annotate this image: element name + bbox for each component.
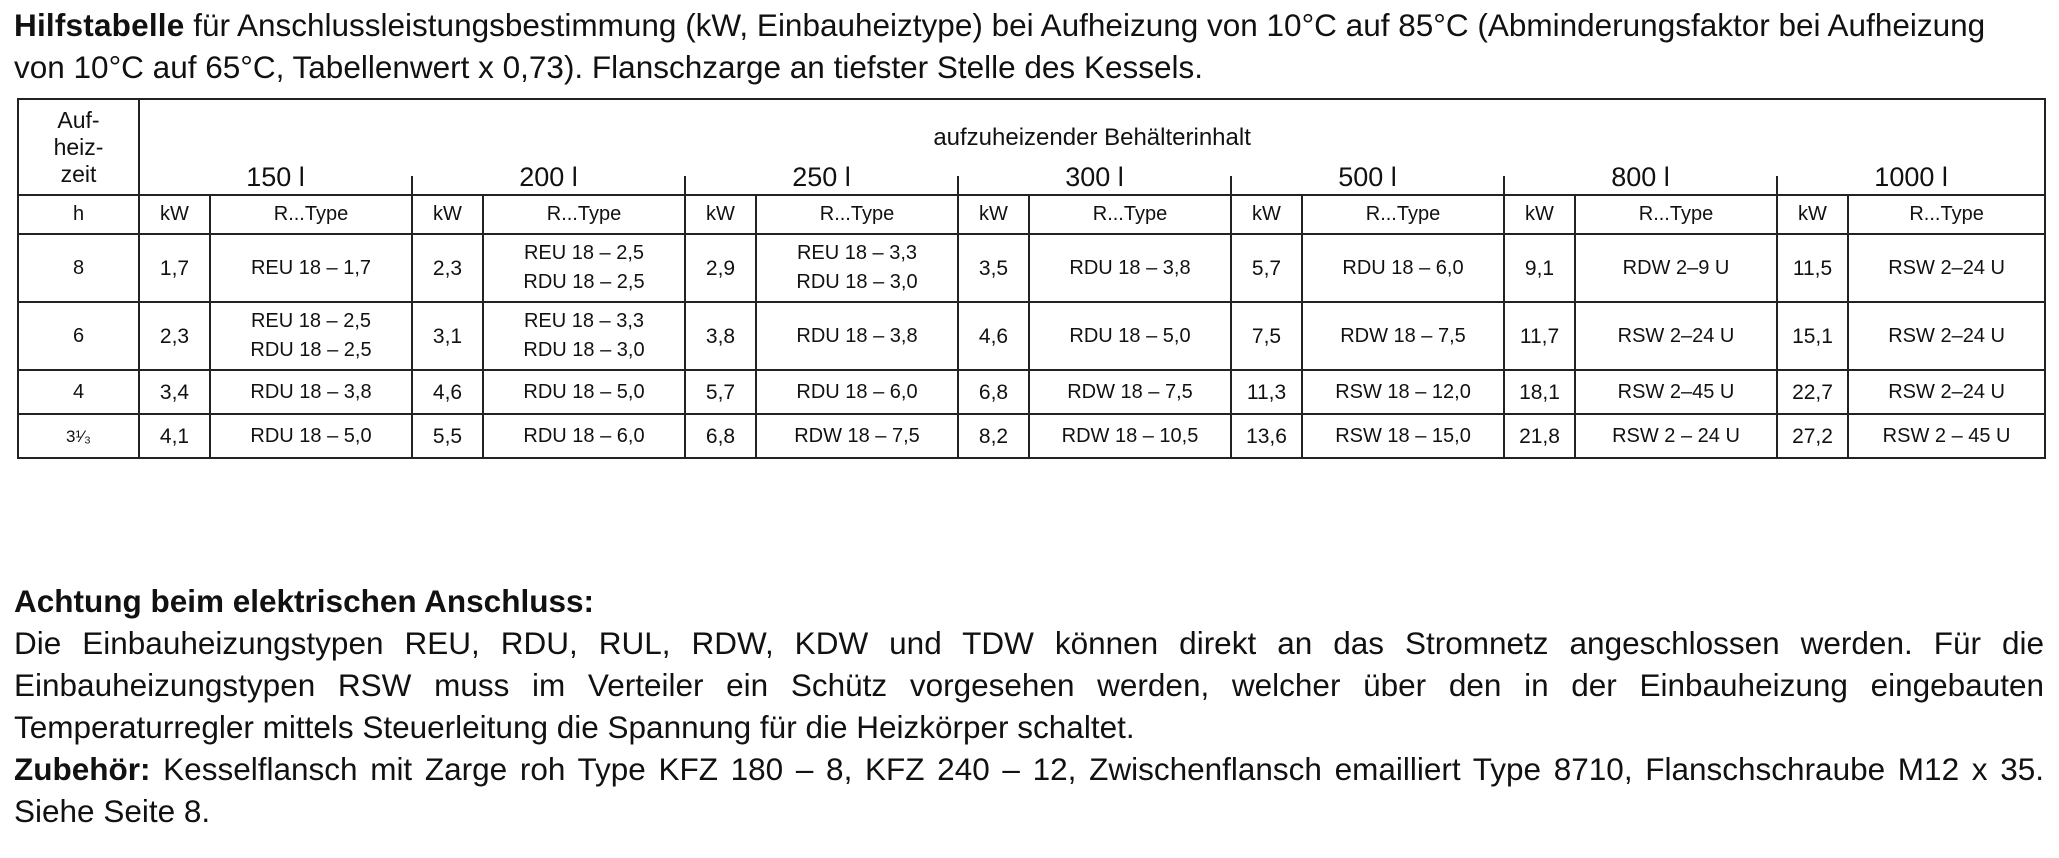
type-value: RDU 18 – 3,8: [1069, 256, 1191, 279]
unit-type: R...Type: [1029, 195, 1231, 234]
zubehoer-paragraph: [14, 748, 2044, 832]
kw-value: 15,1: [1777, 302, 1848, 370]
kw-value: 3,1: [412, 302, 483, 370]
type-value: RDU 18 – 5,0: [1069, 324, 1191, 347]
corner-header-line: Auf-: [57, 106, 100, 133]
type-cell: [1302, 234, 1504, 302]
type-cell: [1575, 234, 1777, 302]
kw-value: 9,1: [1504, 234, 1575, 302]
unit-kw: kW: [412, 195, 483, 234]
type-value: RSW 2–24 U: [1617, 324, 1735, 347]
kw-value: 22,7: [1777, 370, 1848, 414]
unit-type: R...Type: [1848, 195, 2045, 234]
type-value: RDU 18 – 2,5: [250, 339, 372, 361]
volume-header: 250 l: [685, 154, 958, 195]
type-value: RSW 2 – 45 U: [1882, 424, 2011, 447]
type-value: RDW 2–9 U: [1622, 256, 1730, 279]
notes-section: [14, 580, 2044, 838]
kw-value: 6,8: [685, 414, 756, 458]
kw-value: 5,5: [412, 414, 483, 458]
type-cell: [210, 414, 412, 458]
type-cell: [1302, 370, 1504, 414]
kw-value: 21,8: [1504, 414, 1575, 458]
kw-value: 2,9: [685, 234, 756, 302]
type-value: RSW 2–24 U: [1888, 256, 2005, 279]
volume-header: 800 l: [1504, 154, 1777, 195]
type-cell: [756, 370, 958, 414]
unit-type: R...Type: [1302, 195, 1504, 234]
kw-value: 11,3: [1231, 370, 1302, 414]
type-cell: [210, 234, 412, 302]
type-value: RDW 18 – 7,5: [794, 424, 920, 447]
type-value: REU 18 – 3,3: [523, 310, 645, 332]
type-cell: [1575, 302, 1777, 370]
volume-header: 300 l: [958, 154, 1231, 195]
type-value: RDU 18 – 3,0: [796, 271, 918, 293]
type-cell: [1302, 414, 1504, 458]
type-value: REU 18 – 3,3: [796, 242, 918, 264]
type-cell: [1302, 302, 1504, 370]
unit-type: R...Type: [1575, 195, 1777, 234]
row-time: 8: [18, 234, 139, 302]
type-value: RDU 18 – 6,0: [1342, 256, 1464, 279]
type-value: RSW 2–45 U: [1617, 380, 1735, 403]
type-cell: [483, 234, 685, 302]
kw-value: 3,8: [685, 302, 756, 370]
kw-value: 5,7: [1231, 234, 1302, 302]
table-row: [18, 370, 2045, 414]
type-cell: [483, 370, 685, 414]
type-cell: [1575, 414, 1777, 458]
type-cell: [1029, 370, 1231, 414]
type-cell: [1848, 234, 2045, 302]
kw-value: 4,1: [139, 414, 210, 458]
type-cell: [756, 414, 958, 458]
type-value: RDU 18 – 2,5: [523, 271, 645, 293]
kw-value: 18,1: [1504, 370, 1575, 414]
unit-kw: kW: [958, 195, 1029, 234]
volume-divider-tick: [1776, 176, 1778, 194]
unit-type: R...Type: [210, 195, 412, 234]
table-row: [18, 414, 2045, 458]
type-value: RSW 18 – 12,0: [1335, 380, 1471, 403]
kw-value: 3,4: [139, 370, 210, 414]
kw-value: 3,5: [958, 234, 1029, 302]
type-value: RSW 2 – 24 U: [1612, 424, 1740, 447]
kw-value: 13,6: [1231, 414, 1302, 458]
kw-value: 2,3: [412, 234, 483, 302]
type-value: RDU 18 – 6,0: [796, 380, 918, 403]
type-value: RDU 18 – 3,8: [796, 324, 918, 347]
achtung-text: Die Einbauheizungstypen REU, RDU, RUL, RDW, KDW und TDW können direkt an das Stromnetz angeschlossen werden. Für die Einbauheizungstypen RSW muss im Verteiler ein Schütz vorgesehen werden, welcher über den in der Einbauheizung eingebauten Temperaturregler mittels Steuerleitung die Spannung für die Heizkörper schaltet.: [14, 625, 2044, 745]
type-value: RSW 2–24 U: [1888, 380, 2005, 403]
type-cell: [210, 370, 412, 414]
corner-header: [18, 99, 139, 195]
kw-value: 5,7: [685, 370, 756, 414]
type-cell: [1029, 302, 1231, 370]
type-value: RDW 18 – 7,5: [1340, 324, 1466, 347]
corner-header-line: heiz-: [53, 133, 104, 160]
unit-type: R...Type: [756, 195, 958, 234]
intro-text: für Anschlussleistungsbestimmung (kW, Einbauheiztype) bei Aufheizung von 10°C auf 85°C (Abminderungsfaktor bei Aufheizung von 10°C auf 65°C, Tabellenwert x 0,73). Flanschzarge an tiefster Stelle des Kessels.: [14, 7, 1986, 85]
volume-header: 150 l: [139, 154, 412, 195]
zubehoer-text: Kesselflansch mit Zarge roh Type KFZ 180 – 8, KFZ 240 – 12, Zwischenflansch emailliert Type 8710, Flanschschraube M12 x 35. Siehe Seite 8.: [14, 751, 2044, 829]
unit-kw: kW: [1504, 195, 1575, 234]
volume-header: 1000 l: [1777, 154, 2045, 195]
volume-divider-tick: [1503, 176, 1505, 194]
volume-divider-tick: [411, 176, 413, 194]
type-value: RDW 18 – 10,5: [1061, 424, 1199, 447]
type-value: REU 18 – 2,5: [523, 242, 645, 264]
unit-kw: kW: [1231, 195, 1302, 234]
unit-type: R...Type: [483, 195, 685, 234]
type-cell: [1029, 414, 1231, 458]
kw-value: 6,8: [958, 370, 1029, 414]
kw-value: 11,7: [1504, 302, 1575, 370]
intro-title: Hilfstabelle: [14, 7, 185, 43]
volume-header: 500 l: [1231, 154, 1504, 195]
row-time: 4: [18, 370, 139, 414]
zubehoer-heading: Zubehör:: [14, 751, 151, 787]
volume-divider-tick: [684, 176, 686, 194]
type-cell: [1848, 414, 2045, 458]
intro-paragraph: [14, 4, 2044, 88]
unit-kw: kW: [139, 195, 210, 234]
type-cell: [483, 302, 685, 370]
type-cell: [1575, 370, 1777, 414]
type-value: REU 18 – 1,7: [250, 256, 372, 279]
type-value: RDU 18 – 3,8: [250, 380, 372, 403]
type-value: RDU 18 – 3,0: [523, 339, 645, 361]
kw-value: 1,7: [139, 234, 210, 302]
table-row: [18, 302, 2045, 370]
type-cell: [1848, 370, 2045, 414]
volume-divider-tick: [1230, 176, 1232, 194]
type-cell: [756, 234, 958, 302]
kw-value: 7,5: [1231, 302, 1302, 370]
row-time: 3¹⁄₃: [18, 414, 139, 458]
volume-header: 200 l: [412, 154, 685, 195]
unit-kw: kW: [1777, 195, 1848, 234]
volume-span-header: aufzuheizender Behälterinhalt: [139, 99, 2045, 154]
type-cell: [483, 414, 685, 458]
type-cell: [210, 302, 412, 370]
table-row: [18, 234, 2045, 302]
type-value: RDU 18 – 6,0: [523, 424, 645, 447]
type-cell: [1029, 234, 1231, 302]
kw-value: 11,5: [1777, 234, 1848, 302]
corner-header-line: zeit: [60, 160, 97, 187]
type-cell: [1848, 302, 2045, 370]
type-value: REU 18 – 2,5: [250, 310, 372, 332]
heating-table: [17, 98, 2046, 459]
kw-value: 8,2: [958, 414, 1029, 458]
kw-value: 4,6: [412, 370, 483, 414]
row-time: 6: [18, 302, 139, 370]
unit-kw: kW: [685, 195, 756, 234]
type-value: RSW 18 – 15,0: [1335, 424, 1471, 447]
type-value: RDU 18 – 5,0: [523, 380, 645, 403]
type-value: RSW 2–24 U: [1888, 324, 2005, 347]
kw-value: 2,3: [139, 302, 210, 370]
type-cell: [756, 302, 958, 370]
type-value: RDW 18 – 7,5: [1067, 380, 1193, 403]
unit-time: h: [18, 195, 139, 234]
achtung-heading: Achtung beim elektrischen Anschluss:: [14, 583, 594, 619]
kw-value: 27,2: [1777, 414, 1848, 458]
type-value: RDU 18 – 5,0: [250, 424, 372, 447]
volume-divider-tick: [957, 176, 959, 194]
kw-value: 4,6: [958, 302, 1029, 370]
